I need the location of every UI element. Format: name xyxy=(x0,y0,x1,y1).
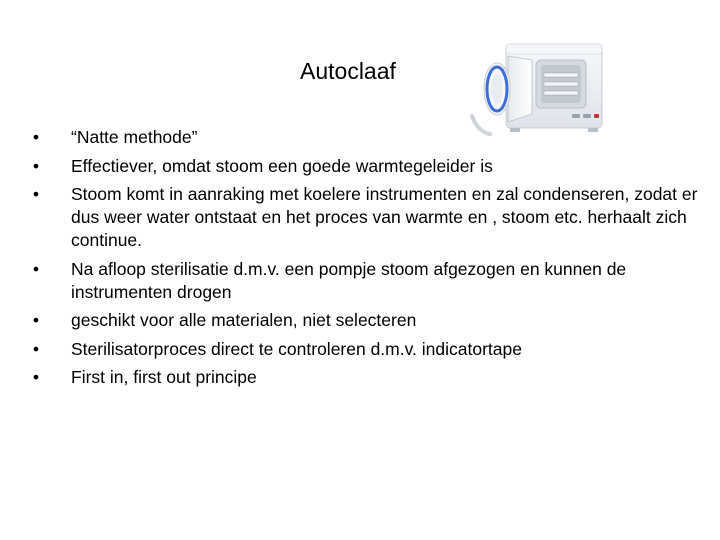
bullet-text: Na afloop sterilisatie d.m.v. een pompje stoom afgezogen en kunnen de instrumenten drogen xyxy=(71,258,627,302)
bullet-text: “Natte methode” xyxy=(71,127,198,147)
bullet-text: First in, first out principe xyxy=(71,367,257,387)
bullet-icon: • xyxy=(32,127,40,147)
bullet-icon: • xyxy=(32,338,40,359)
bullet-text: Effectiever, omdat stoom een goede warmtegeleider is xyxy=(71,155,493,176)
list-item xyxy=(30,126,700,149)
bullet-list xyxy=(30,126,700,395)
bullet-icon: • xyxy=(32,367,40,387)
bullet-icon: • xyxy=(32,310,40,330)
bullet-icon: • xyxy=(32,184,40,204)
list-item xyxy=(30,309,700,332)
bullet-icon: • xyxy=(32,155,40,176)
list-item xyxy=(30,366,700,389)
list-item xyxy=(30,155,700,178)
slide-title: Autoclaaf xyxy=(300,58,396,84)
bullet-text: Stoom komt in aanraking met koelere instrumenten en zal condenseren, zodat er dus weer water ontstaat en het proces van warmte en , stoom etc. herhaalt zich continue. xyxy=(71,184,698,250)
list-item xyxy=(30,258,700,304)
bullet-text: Sterilisatorproces direct te controleren d.m.v. indicatortape xyxy=(71,338,522,359)
list-item xyxy=(30,183,700,252)
bullet-icon: • xyxy=(32,258,40,279)
bullet-text: geschikt voor alle materialen, niet selecteren xyxy=(71,310,417,330)
list-item xyxy=(30,338,700,361)
